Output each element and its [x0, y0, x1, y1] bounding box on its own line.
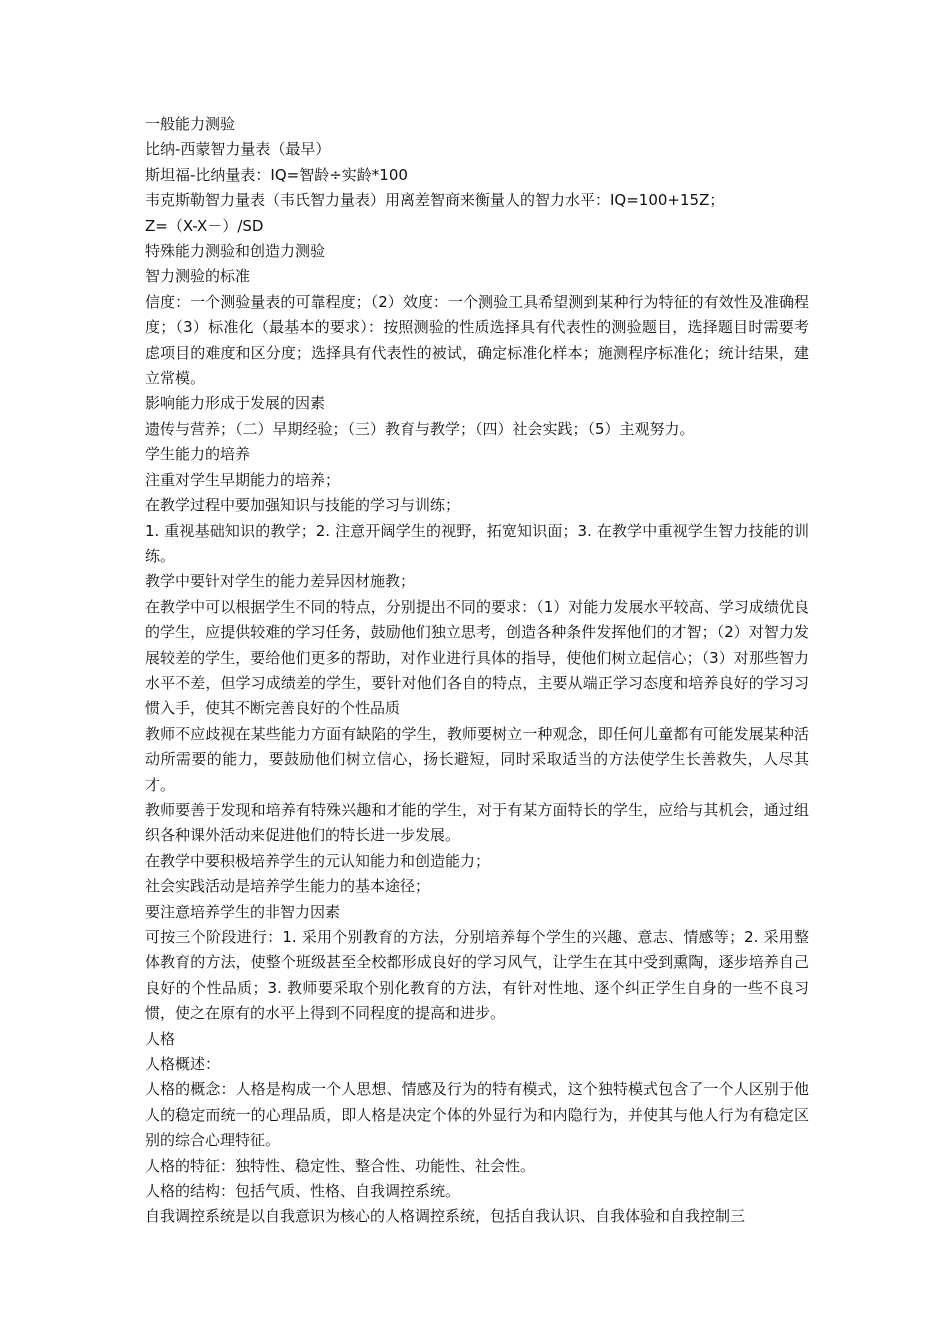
- line-self-regulation: 自我调控系统是以自我意识为核心的人格调控系统，包括自我认识、自我体验和自我控制三: [145, 1207, 746, 1226]
- line-stanford-binet: 斯坦福-比纳量表：IQ=智龄÷实龄*100: [145, 165, 408, 184]
- heading-personality: 人格: [145, 1029, 176, 1048]
- line-metacognition: 在教学中要积极培养学生的元认知能力和创造能力；: [145, 851, 491, 870]
- paragraph-reliability-validity: 信度：一个测验量表的可靠程度；（2）效度：一个测验工具希望测到某种行为特征的有效性及准确程度；（3）标准化（最基本的要求）：按照测验的性质选择具有代表性的测验题目，选择题目时需要考虑项目的难度和区分度；选择具有代表性的被试，确定标准化样本；施测程序标准化；统计结果，建立常模。: [145, 292, 809, 388]
- heading-test-standards: 智力测验的标准: [145, 267, 251, 286]
- paragraph-different-requirements: 在教学中可以根据学生不同的特点，分别提出不同的要求：（1）对能力发展水平较高、学习成绩优良的学生，应提供较难的学习任务，鼓励他们独立思考，创造各种条件发挥他们的才智；（2）对智力发展较差的学生，要给他们更多的帮助，对作业进行具体的指导，使他们树立起信心；（3）对那些智力水平不差，但学习成绩差的学生，要针对他们各自的特点，主要从端正学习态度和培养良好的学习习惯入手，使其不断完善良好的个性品质: [145, 597, 809, 718]
- paragraph-no-discrimination: 教师不应歧视在某些能力方面有缺陷的学生，教师要树立一种观念，即任何儿童都有可能发展某种活动所需要的能力，要鼓励他们树立信心，扬长避短，同时采取适当的方法使学生长善救失，人尽其才。: [145, 724, 809, 794]
- line-knowledge-skills: 在教学过程中要加强知识与技能的学习与训练；: [145, 496, 461, 515]
- line-early-ability: 注重对学生早期能力的培养；: [145, 470, 341, 489]
- paragraph-three-stages: 可按三个阶段进行：1. 采用个别教育的方法，分别培养每个学生的兴趣、意志、情感等；2. 采用整体教育的方法，使整个班级甚至全校都形成良好的学习风气，让学生在其中受到熏陶，逐步培养自己良好的个性品质；3. 教师要采取个别化教育的方法，有针对性地、逐个纠正学生自身的一些不良习惯，使之在原有的水平上得到不同程度的提高和进步。: [145, 928, 809, 1023]
- line-binet-simon: 比纳-西蒙智力量表（最早）: [145, 140, 331, 159]
- line-z-formula: Z=（X-X－）/SD: [145, 216, 264, 235]
- heading-personality-overview: 人格概述：: [145, 1055, 221, 1074]
- line-individual-differences: 教学中要针对学生的能力差异因材施教；: [145, 572, 416, 591]
- line-wechsler: 韦克斯勒智力量表（韦氏智力量表）用离差智商来衡量人的智力水平：IQ=100+15Z；: [145, 191, 725, 210]
- paragraph-personality-concept: 人格的概念：人格是构成一个人思想、情感及行为的特有模式，这个独特模式包含了一个人区别于他人的稳定而统一的心理品质，即人格是决定个体的外显行为和内隐行为，并使其与他人行为有稳定区别的综合心理特征。: [145, 1080, 809, 1150]
- heading-non-intellectual: 要注意培养学生的非智力因素: [145, 902, 341, 921]
- line-social-practice: 社会实践活动是培养学生能力的基本途径；: [145, 877, 431, 896]
- document-body: [145, 112, 809, 1230]
- heading-ability-factors: 影响能力形成于发展的因素: [145, 394, 326, 413]
- heading-special-ability-test: 特殊能力测验和创造力测验: [145, 242, 326, 261]
- heading-ability-cultivation: 学生能力的培养: [145, 445, 251, 464]
- paragraph-special-talent: 教师要善于发现和培养有特殊兴趣和才能的学生，对于有某方面特长的学生，应给与其机会，通过组织各种课外活动来促进他们的特长进一步发展。: [145, 800, 809, 845]
- paragraph-basic-knowledge: 1. 重视基础知识的教学；2. 注意开阔学生的视野，拓宽知识面；3. 在教学中重视学生智力技能的训练。: [145, 521, 809, 565]
- line-ability-factors: 遗传与营养；（二）早期经验；（三）教育与教学；（四）社会实践；（5）主观努力。: [145, 419, 695, 438]
- line-personality-structure: 人格的结构：包括气质、性格、自我调控系统。: [145, 1182, 461, 1201]
- heading-general-ability-test: 一般能力测验: [145, 115, 236, 133]
- line-personality-features: 人格的特征：独特性、稳定性、整合性、功能性、社会性。: [145, 1156, 536, 1175]
